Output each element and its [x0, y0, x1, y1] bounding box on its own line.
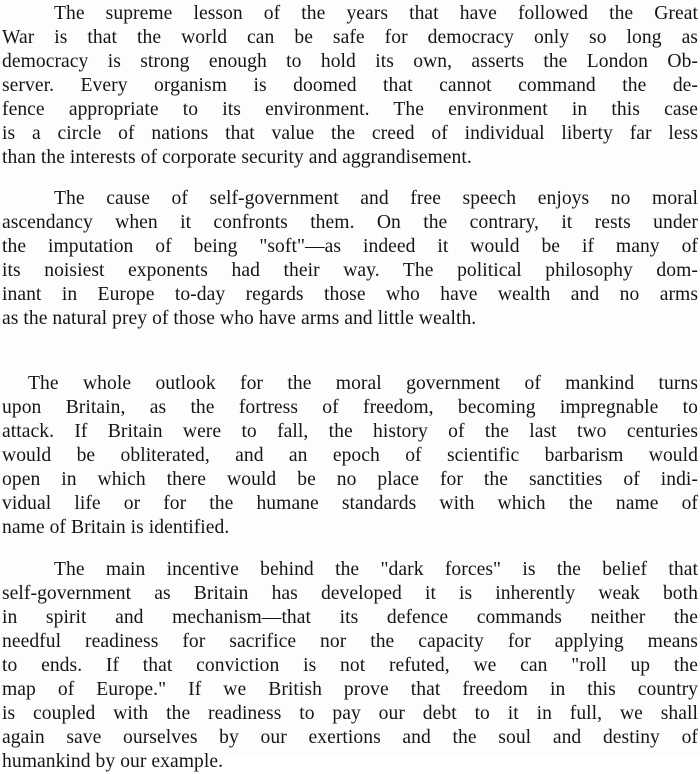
text-line: vidual life or for the humane standards with which the name of: [2, 493, 698, 514]
text-line: name of Britain is identified.: [2, 517, 230, 538]
text-line: War is that the world can be safe for democracy only so long as: [2, 27, 698, 48]
text-line: map of Europe." If we British prove that freedom in this country: [2, 679, 698, 700]
text-line: inant in Europe to-day regards those who have wealth and no arms: [2, 284, 698, 305]
text-line: The main incentive behind the "dark forces" is the belief that: [54, 559, 698, 580]
text-line: open in which there would be no place for the sanctities of indi-: [2, 469, 698, 490]
text-line: The whole outlook for the moral government of mankind turns: [28, 373, 698, 394]
text-line: The cause of self-government and free speech enjoys no moral: [54, 188, 698, 209]
text-line: attack. If Britain were to fall, the history of the last two centuries: [2, 421, 698, 442]
text-line: is a circle of nations that value the creed of individual liberty far less: [2, 123, 698, 144]
text-line: as the natural prey of those who have arms and little wealth.: [2, 308, 477, 329]
text-line: would be obliterated, and an epoch of scientific barbarism would: [2, 445, 698, 466]
text-line: in spirit and mechanism—that its defence commands neither the: [2, 607, 698, 628]
text-line: to ends. If that conviction is not refuted, we can "roll up the: [2, 655, 698, 676]
text-line: needful readiness for sacrifice nor the capacity for applying means: [2, 631, 698, 652]
text-line: fence appropriate to its environment. The environment in this case: [2, 99, 698, 120]
text-line: the imputation of being "soft"—as indeed it would be if many of: [2, 236, 698, 257]
text-line: again save ourselves by our exertions and the soul and destiny of: [2, 727, 698, 748]
text-line: ascendancy when it confronts them. On the contrary, it rests under: [2, 212, 698, 233]
text-line: democracy is strong enough to hold its own, asserts the London Ob-: [2, 51, 698, 72]
paragraph: [0, 558, 700, 774]
paragraph: [0, 2, 700, 170]
text-line: than the interests of corporate security and aggrandisement.: [2, 147, 472, 168]
text-line: self-government as Britain has developed it is inherently weak both: [2, 583, 698, 604]
text-line: is coupled with the readiness to pay our debt to it in full, we shall: [2, 703, 698, 724]
paragraph: [0, 372, 700, 540]
text-line: humankind by our example.: [2, 751, 224, 772]
text-line: The supreme lesson of the years that have followed the Great: [54, 3, 698, 24]
text-line: upon Britain, as the fortress of freedom, becoming impregnable to: [2, 397, 698, 418]
text-line: server. Every organism is doomed that cannot command the de-: [2, 75, 698, 96]
text-line: its noisiest exponents had their way. The political philosophy dom-: [2, 260, 698, 281]
paragraph: [0, 187, 700, 331]
